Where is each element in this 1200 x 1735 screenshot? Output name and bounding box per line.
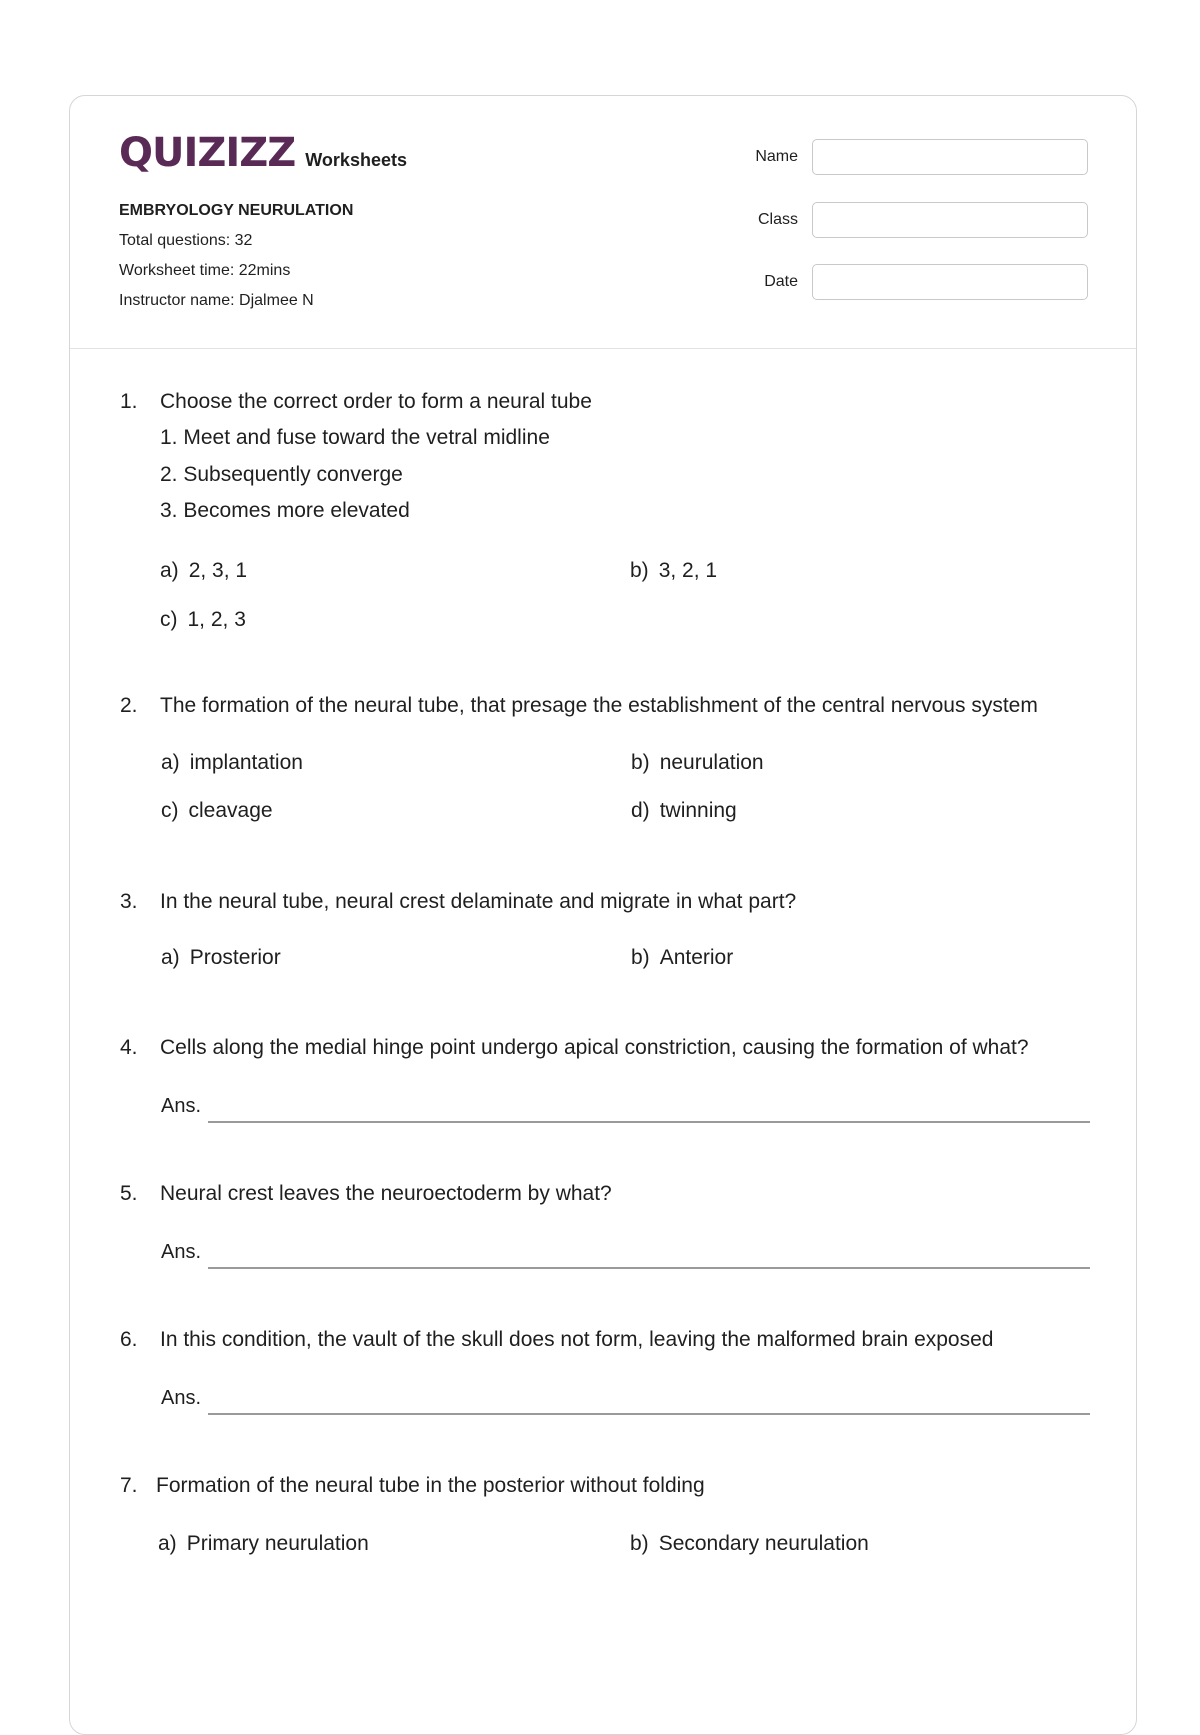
question-text: In the neural tube, neural crest delaminate and migrate in what part? [160,890,797,913]
question-text: Neural crest leaves the neuroectoderm by what? [160,1182,612,1205]
option-letter: b) [630,559,649,582]
option-text: 3, 2, 1 [658,559,718,582]
question-text: The formation of the neural tube, that presage the establishment of the central nervous system [160,694,1038,717]
date-field-row [764,264,1088,300]
option-text: neurulation [659,751,764,774]
date-field[interactable] [812,264,1088,300]
option-text: twinning [659,799,737,822]
question-number: 6. [120,1328,138,1351]
option-7a[interactable] [158,1532,369,1556]
worksheet-time: Worksheet time: 22mins [119,262,291,279]
question-text: Choose the correct order to form a neural tube [160,390,592,413]
option-letter: a) [161,751,180,774]
question-number: 4. [120,1036,138,1059]
option-letter: b) [631,946,650,969]
worksheet-meta [119,196,353,316]
worksheet [69,95,1137,1735]
option-letter: a) [158,1532,177,1555]
option-2a[interactable] [161,751,303,775]
option-7b[interactable] [630,1532,869,1556]
question-number: 2. [120,694,138,717]
option-text: Prosterior [189,946,281,969]
option-1b[interactable] [630,559,717,583]
question-number: 3. [120,890,138,913]
date-label: Date [764,273,798,290]
quizizz-logo [119,130,407,176]
option-text: 1, 2, 3 [187,608,246,631]
question-line: 1. Meet and fuse toward the vetral midline [160,426,550,449]
option-2c[interactable] [161,799,273,823]
option-text: Anterior [659,946,734,969]
question-line: 2. Subsequently converge [160,463,403,486]
option-letter: c) [161,799,179,822]
option-letter: a) [160,559,179,582]
option-text: 2, 3, 1 [188,559,248,582]
answer-line[interactable] [208,1267,1090,1269]
logo-text: QUIZIZZ [119,130,296,176]
worksheet-header [70,96,1136,349]
name-field-row [755,139,1088,175]
option-letter: d) [631,799,650,822]
option-1c[interactable] [160,608,246,632]
option-letter: a) [161,946,180,969]
option-text: Primary neurulation [186,1532,369,1555]
option-text: implantation [189,751,303,774]
answer-line[interactable] [208,1413,1090,1415]
class-field[interactable] [812,202,1088,238]
question-number: 1. [120,390,138,413]
instructor-name: Instructor name: Djalmee N [119,292,314,309]
worksheet-title: EMBRYOLOGY NEURULATION [119,202,354,219]
question-line: 3. Becomes more elevated [160,499,410,522]
option-3b[interactable] [631,946,733,970]
class-field-row [758,202,1088,238]
name-field[interactable] [812,139,1088,175]
question-number: 5. [120,1182,138,1205]
total-questions: Total questions: 32 [119,232,253,249]
answer-label: Ans. [161,1095,202,1117]
option-letter: c) [160,608,178,631]
option-letter: b) [631,751,650,774]
question-text: In this condition, the vault of the skull does not form, leaving the malformed brain exposed [160,1328,994,1351]
answer-line[interactable] [208,1121,1090,1123]
option-2b[interactable] [631,751,764,775]
logo-subtitle: Worksheets [305,150,407,170]
option-3a[interactable] [161,946,281,970]
option-text: Secondary neurulation [658,1532,869,1555]
option-2d[interactable] [631,799,737,823]
question-text: Cells along the medial hinge point undergo apical constriction, causing the formation of what? [160,1036,1029,1059]
option-1a[interactable] [160,559,247,583]
answer-label: Ans. [161,1241,202,1263]
class-label: Class [757,211,798,228]
option-text: cleavage [188,799,273,822]
option-letter: b) [630,1532,649,1555]
name-label: Name [755,148,798,165]
answer-label: Ans. [161,1387,202,1409]
question-text: Formation of the neural tube in the posterior without folding [156,1474,705,1497]
question-number: 7. [120,1474,138,1497]
